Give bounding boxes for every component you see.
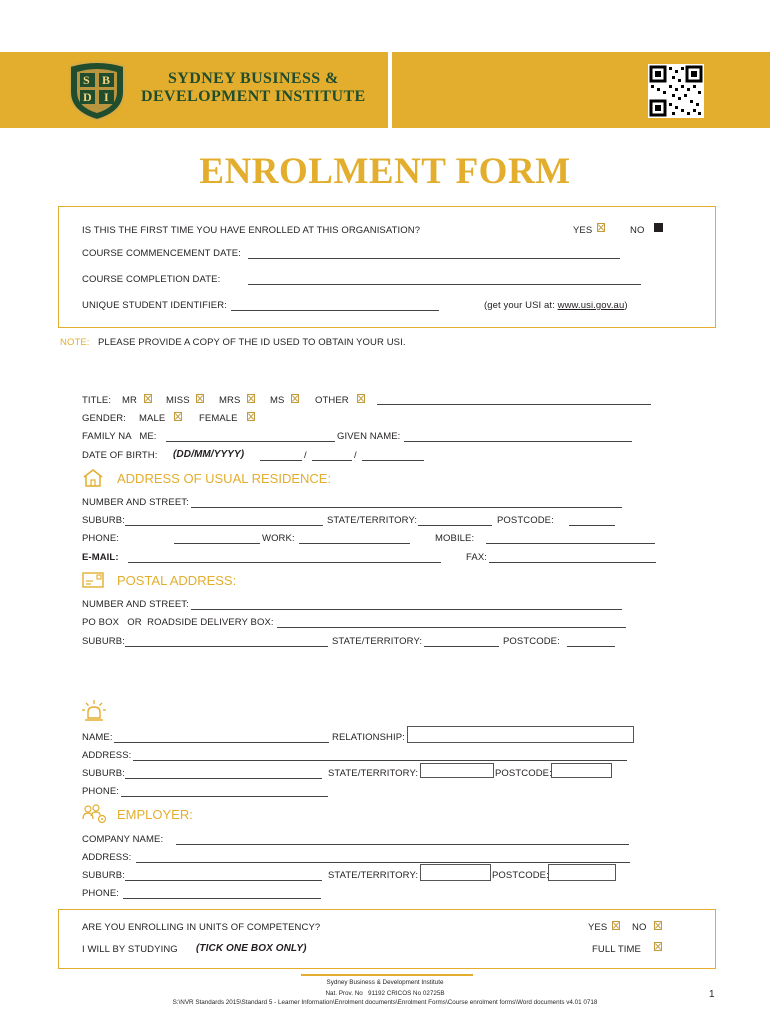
residence-suburb-label: SUBURB: — [82, 515, 125, 526]
employer-people-icon — [82, 804, 108, 829]
company-name-label: COMPANY NAME: — [82, 834, 164, 845]
employer-address-field[interactable] — [136, 862, 630, 863]
postal-state-label: STATE/TERRITORY: — [332, 636, 423, 647]
institute-name-line2: DEVELOPMENT INSTITUTE — [141, 88, 366, 105]
dob-format-hint: (DD/MM/YYYY) — [173, 449, 245, 460]
employer-address-label: ADDRESS: — [82, 852, 132, 863]
residence-work-field[interactable] — [299, 543, 410, 544]
first-time-no-label: NO — [630, 225, 645, 236]
postal-street-label: NUMBER AND STREET: — [82, 599, 189, 610]
page-number: 1 — [709, 989, 715, 1000]
employer-postcode-field[interactable] — [548, 864, 616, 881]
employer-phone-field[interactable] — [123, 898, 321, 899]
emergency-phone-field[interactable] — [121, 796, 328, 797]
form-title: ENROLMENT FORM — [199, 151, 571, 192]
emergency-state-field[interactable] — [420, 763, 494, 778]
dob-month-field[interactable] — [312, 460, 352, 461]
note-label: NOTE: — [60, 337, 90, 348]
emergency-suburb-label: SUBURB: — [82, 768, 125, 779]
tick-one-hint: (TICK ONE BOX ONLY) — [196, 943, 307, 954]
employer-suburb-label: SUBURB: — [82, 870, 125, 881]
usi-field[interactable] — [231, 310, 439, 311]
title-mr-label: MR — [122, 395, 137, 406]
units-yes-label: YES — [588, 922, 608, 933]
footer-provider-numbers: Nat. Prov. No 91192 CRICOS No 02725B — [325, 990, 445, 997]
postal-suburb-label: SUBURB: — [82, 636, 125, 647]
full-time-label: FULL TIME — [592, 944, 641, 955]
full-time-checkbox[interactable] — [654, 942, 662, 951]
employer-state-field[interactable] — [420, 864, 491, 881]
usi-label: UNIQUE STUDENT IDENTIFIER: — [82, 300, 227, 311]
title-miss-checkbox[interactable] — [196, 394, 204, 403]
first-time-yes-label: YES — [573, 225, 593, 236]
title-ms-checkbox[interactable] — [291, 394, 299, 403]
institute-name-line1: SYDNEY BUSINESS & — [168, 70, 339, 87]
emergency-postcode-field[interactable] — [551, 763, 612, 778]
note-text: PLEASE PROVIDE A COPY OF THE ID USED TO OBTAIN YOUR USI. — [98, 337, 406, 348]
units-no-checkbox[interactable] — [654, 921, 662, 930]
usi-hint-suffix: ) — [624, 300, 628, 311]
residence-work-label: WORK: — [262, 533, 295, 544]
gender-label: GENDER: — [82, 413, 126, 424]
title-miss-label: MISS — [166, 395, 190, 406]
employer-phone-label: PHONE: — [82, 888, 120, 899]
emergency-phone-label: PHONE: — [82, 786, 120, 797]
first-time-no-checkbox[interactable] — [654, 223, 663, 232]
family-name-label: FAMILY NA ME: — [82, 431, 157, 442]
units-no-label: NO — [632, 922, 647, 933]
employer-postcode-label: POSTCODE: — [492, 870, 549, 881]
residence-phone-field[interactable] — [174, 543, 260, 544]
study-details-box — [58, 909, 716, 969]
emergency-name-label: NAME: — [82, 732, 113, 743]
postal-street-field[interactable] — [191, 609, 622, 610]
footer-institute: Sydney Business & Development Institute — [326, 979, 444, 986]
postal-postcode-label: POSTCODE: — [503, 636, 560, 647]
po-box-label: PO BOX OR ROADSIDE DELIVERY BOX: — [82, 617, 274, 628]
mail-icon — [82, 572, 104, 593]
title-other-label: OTHER — [315, 395, 349, 406]
dob-year-field[interactable] — [362, 460, 424, 461]
title-ms-label: MS — [270, 395, 285, 406]
completion-date-field[interactable] — [248, 284, 641, 285]
given-name-field[interactable] — [404, 441, 632, 442]
title-other-field[interactable] — [377, 404, 651, 405]
dob-label: DATE OF BIRTH: — [82, 450, 158, 461]
title-mr-checkbox[interactable] — [144, 394, 152, 403]
emergency-suburb-field[interactable] — [125, 778, 322, 779]
residence-email-field[interactable] — [128, 562, 441, 563]
residence-state-label: STATE/TERRITORY: — [327, 515, 418, 526]
emergency-name-field[interactable] — [114, 742, 329, 743]
logo-letter-s: S — [83, 73, 90, 87]
residence-email-label: E-MAIL: — [82, 552, 119, 563]
usi-hint-prefix: (get your USI at: — [484, 300, 555, 311]
company-name-field[interactable] — [176, 844, 629, 845]
gender-male-label: MALE — [139, 413, 166, 424]
residence-heading: ADDRESS OF USUAL RESIDENCE: — [117, 471, 332, 486]
emergency-relationship-label: RELATIONSHIP: — [332, 732, 405, 743]
commencement-date-field[interactable] — [248, 258, 620, 259]
residence-phone-label: PHONE: — [82, 533, 120, 544]
commencement-date-label: COURSE COMMENCEMENT DATE: — [82, 248, 241, 259]
title-mrs-label: MRS — [219, 395, 241, 406]
residence-state-field[interactable] — [418, 525, 492, 526]
first-time-question: IS THIS THE FIRST TIME YOU HAVE ENROLLED AT THIS ORGANISATION? — [82, 225, 421, 236]
logo-letter-i: I — [104, 90, 109, 104]
logo-letter-b: B — [102, 73, 111, 87]
title-label: TITLE: — [82, 395, 112, 406]
residence-street-label: NUMBER AND STREET: — [82, 497, 189, 508]
emergency-state-label: STATE/TERRITORY: — [328, 768, 419, 779]
employer-heading: EMPLOYER: — [117, 807, 193, 822]
residence-suburb-field[interactable] — [125, 525, 323, 526]
postal-suburb-field[interactable] — [125, 646, 328, 647]
postal-state-field[interactable] — [424, 646, 499, 647]
logo-letter-d: D — [83, 90, 92, 104]
dob-separator-1: / — [304, 450, 307, 461]
employer-suburb-field[interactable] — [125, 880, 322, 881]
completion-date-label: COURSE COMPLETION DATE: — [82, 274, 221, 285]
po-box-field[interactable] — [277, 627, 626, 628]
units-yes-checkbox[interactable] — [612, 921, 620, 930]
footer-file-path: S:\NVR Standards 2015\Standard 5 - Learner Information\Enrolment documents\Enrolment Forms\Course enrolment forms\Word documents v4.01 0718 — [172, 999, 598, 1006]
usi-link[interactable]: www.usi.gov.au — [557, 300, 625, 311]
emergency-relationship-field[interactable] — [407, 726, 634, 743]
residence-fax-label: FAX: — [466, 552, 487, 563]
employer-state-label: STATE/TERRITORY: — [328, 870, 419, 881]
studying-label: I WILL BY STUDYING — [82, 944, 178, 955]
institute-logo — [66, 58, 128, 122]
gender-male-checkbox[interactable] — [174, 412, 182, 421]
residence-mobile-label: MOBILE: — [435, 533, 475, 544]
title-mrs-checkbox[interactable] — [247, 394, 255, 403]
residence-mobile-field[interactable] — [486, 543, 655, 544]
header-bar-right — [392, 52, 770, 128]
postal-heading: POSTAL ADDRESS: — [117, 573, 237, 588]
emergency-siren-icon — [82, 699, 106, 728]
residence-postcode-field[interactable] — [569, 525, 615, 526]
postal-postcode-field[interactable] — [567, 646, 615, 647]
gender-female-checkbox[interactable] — [247, 412, 255, 421]
units-question: ARE YOU ENROLLING IN UNITS OF COMPETENCY? — [82, 922, 321, 933]
emergency-postcode-label: POSTCODE: — [495, 768, 552, 779]
first-time-yes-checkbox[interactable] — [597, 223, 605, 232]
residence-postcode-label: POSTCODE: — [497, 515, 554, 526]
emergency-address-field[interactable] — [133, 760, 627, 761]
title-other-checkbox[interactable] — [357, 394, 365, 403]
home-icon — [82, 469, 104, 492]
footer-rule — [301, 974, 473, 976]
residence-street-field[interactable] — [191, 507, 622, 508]
family-name-field[interactable] — [166, 441, 335, 442]
dob-day-field[interactable] — [260, 460, 302, 461]
dob-separator-2: / — [354, 450, 357, 461]
given-name-label: GIVEN NAME: — [337, 431, 401, 442]
qr-code — [648, 64, 704, 118]
residence-fax-field[interactable] — [489, 562, 656, 563]
gender-female-label: FEMALE — [199, 413, 238, 424]
usi-hint — [484, 300, 628, 311]
emergency-address-label: ADDRESS: — [82, 750, 132, 761]
